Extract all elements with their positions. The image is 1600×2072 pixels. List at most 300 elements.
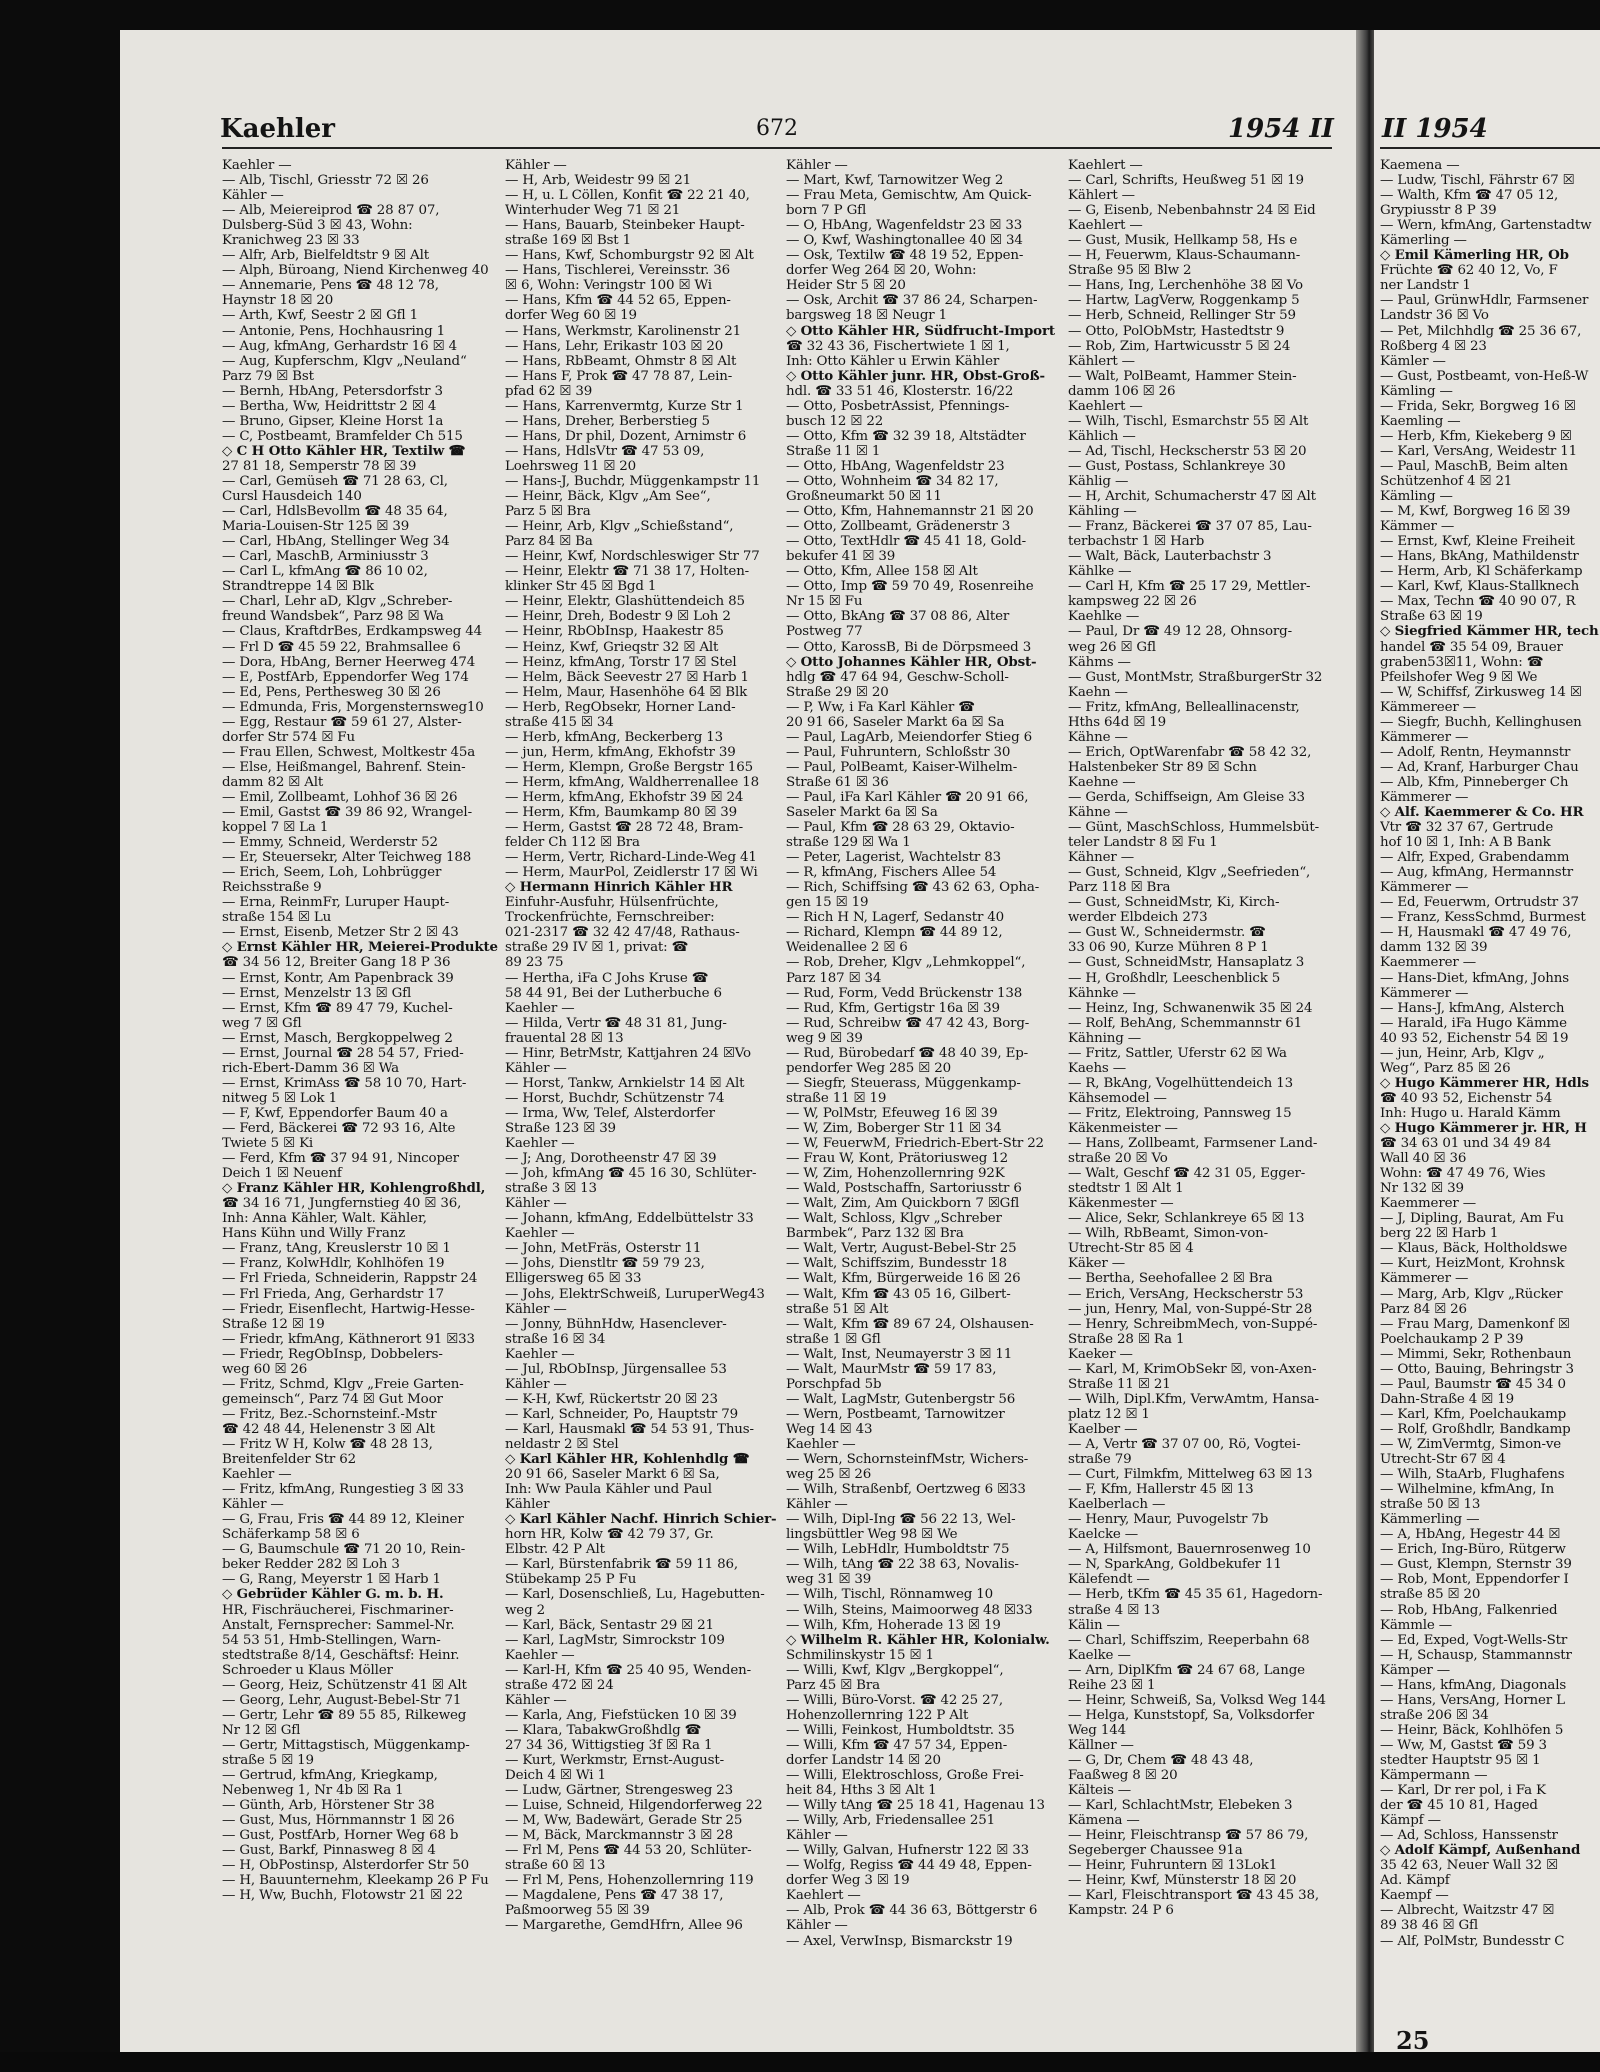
directory-entry: Straße 28 ☒ Ra 1: [1068, 1331, 1185, 1347]
running-head-year-left: 1954 II: [1228, 114, 1334, 144]
directory-entry: — Walt, Geschf ☎ 42 31 05, Egger-: [1068, 1166, 1306, 1182]
directory-entry: — Otto, BkAng ☎ 37 08 86, Alter: [786, 609, 1010, 625]
directory-entry: Kaehn —: [1068, 684, 1128, 700]
directory-entry: — Paul, Kfm ☎ 28 63 29, Oktavio-: [786, 820, 1015, 836]
directory-entry: Kaelber —: [1068, 1421, 1138, 1437]
directory-entry: — Gerda, Schiffseign, Am Gleise 33: [1068, 789, 1305, 805]
directory-entry: — Paul, Baumstr ☎ 45 34 0: [1380, 1376, 1566, 1392]
directory-entry: — Fritz W H, Kolw ☎ 48 28 13,: [222, 1436, 433, 1452]
directory-entry: — H, ObPostinsp, Alsterdorfer Str 50: [222, 1858, 469, 1874]
directory-entry: — Walt, Kfm, Bürgerweide 16 ☒ 26: [786, 1271, 1021, 1287]
directory-entry: — John, MetFräs, Osterstr 11: [505, 1241, 702, 1257]
directory-entry: Parz 84 ☒ 26: [1380, 1301, 1467, 1317]
directory-entry: — jun, Heinr, Arb, Klgv „: [1380, 1045, 1545, 1061]
directory-entry: — Max, Techn ☎ 40 90 07, R: [1380, 594, 1576, 610]
directory-entry: — Otto, Imp ☎ 59 70 49, Rosenreihe: [786, 579, 1034, 595]
directory-entry: — Alb, Kfm, Pinneberger Ch: [1380, 774, 1569, 790]
directory-entry: — H, Schausp, Stammannstr: [1380, 1647, 1572, 1663]
directory-entry: — Heinr, Bäck, Klgv „Am See“,: [505, 489, 711, 505]
directory-entry: — Harald, iFa Hugo Kämme: [1380, 1015, 1567, 1031]
directory-entry: — Aug, kfmAng, Gerhardstr 16 ☒ 4: [222, 338, 457, 354]
directory-entry: — Frl Frieda, Schneiderin, Rappstr 24: [222, 1271, 478, 1287]
directory-entry: Kaehler —: [505, 1136, 575, 1152]
directory-entry: — Helm, Bäck Seevestr 27 ☒ Harb 1: [505, 669, 749, 685]
directory-entry: — Wilh, Dipl-Ing ☎ 56 22 13, Wel-: [786, 1512, 1016, 1528]
directory-entry: ☎ 40 93 52, Eichenstr 54: [1380, 1090, 1553, 1106]
directory-entry: werder Elbdeich 273: [1068, 910, 1208, 926]
directory-entry: Kähms —: [1068, 654, 1131, 670]
directory-entry: — Rich, Schiffsing ☎ 43 62 63, Opha-: [786, 880, 1040, 896]
directory-entry: 58 44 91, Bei der Lutherbuche 6: [505, 985, 722, 1001]
directory-entry: Schützenhof 4 ☒ 21: [1380, 473, 1513, 489]
directory-entry: — Gust, SchneidMstr, Ki, Kirch-: [1068, 895, 1280, 911]
directory-entry: — M, Kwf, Borgweg 16 ☒ 39: [1380, 504, 1571, 520]
directory-entry: straße 50 ☒ 13: [1380, 1497, 1481, 1513]
directory-entry: — Otto, Kfm, Allee 158 ☒ Alt: [786, 564, 978, 580]
directory-entry: Kämmerer —: [1380, 729, 1469, 745]
directory-entry: weg 7 ☒ Gfl: [222, 1015, 302, 1031]
directory-entry: Kaelcke —: [1068, 1527, 1139, 1543]
directory-entry: frauental 28 ☒ 13: [505, 1030, 624, 1046]
directory-entry: Kaehler —: [505, 1000, 575, 1016]
directory-entry: dorfer Weg 264 ☒ 20, Wohn:: [786, 263, 977, 279]
directory-entry: — Frl M, Pens, Hohenzollernring 119: [505, 1873, 754, 1889]
directory-entry: ◇ Hugo Kämmerer HR, Hdls: [1380, 1075, 1589, 1091]
directory-entry: dorfer Weg 3 ☒ 19: [786, 1873, 910, 1889]
directory-entry: — Wern, Postbeamt, Tarnowitzer: [786, 1406, 1005, 1422]
directory-entry: Kämmerling —: [1380, 1512, 1480, 1528]
directory-entry: — Gertrud, kfmAng, Kriegkamp,: [222, 1768, 438, 1784]
directory-entry: — Paul, PolBeamt, Kaiser-Wilhelm-: [786, 759, 1018, 775]
directory-entry: ◇ Adolf Kämpf, Außenhand: [1380, 1843, 1581, 1859]
directory-entry: Kähling —: [1068, 504, 1137, 520]
directory-entry: Kählke —: [1068, 564, 1132, 580]
directory-entry: ◇ Ernst Kähler HR, Meierei-Produkte: [222, 940, 498, 956]
directory-entry: — Helm, Maur, Hasenhöhe 64 ☒ Blk: [505, 684, 748, 700]
directory-entry: 27 34 36, Wittigstieg 3f ☒ Ra 1: [505, 1737, 713, 1753]
directory-column-3: [786, 158, 1062, 2058]
directory-entry: — Willi, Elektroschloss, Große Frei-: [786, 1768, 1024, 1784]
directory-entry: Roßberg 4 ☒ 23: [1380, 338, 1487, 354]
directory-entry: Dulsberg-Süd 3 ☒ 43, Wohn:: [222, 218, 413, 234]
directory-entry: — M, Ww, Badewärt, Gerade Str 25: [505, 1813, 743, 1829]
directory-entry: damm 82 ☒ Alt: [222, 774, 324, 790]
directory-entry: — Otto, Kfm ☎ 32 39 18, Altstädter: [786, 428, 1026, 444]
directory-entry: — Peter, Lagerist, Wachtelstr 83: [786, 850, 1001, 866]
directory-entry: — Willy tAng ☎ 25 18 41, Hagenau 13: [786, 1798, 1045, 1814]
directory-entry: Käkenmeister —: [1068, 1121, 1178, 1136]
directory-entry: — Carl, MaschB, Arminiusstr 3: [222, 549, 429, 565]
directory-entry: beker Redder 282 ☒ Loh 3: [222, 1557, 400, 1573]
directory-entry: — Alb, Meiereiprod ☎ 28 87 07,: [222, 203, 440, 219]
directory-entry: — Karl, Dosenschließ, Lu, Hagebutten-: [505, 1587, 765, 1603]
directory-entry: — Hans, Werkmstr, Karolinenstr 21: [505, 323, 742, 339]
directory-entry: Kämmerer —: [1380, 880, 1469, 896]
directory-entry: — Mart, Kwf, Tarnowitzer Weg 2: [786, 173, 1004, 189]
directory-entry: Früchte ☎ 62 40 12, Vo, F: [1380, 263, 1558, 279]
directory-entry: — H, Bauunternehm, Kleekamp 26 P Fu: [222, 1873, 489, 1889]
directory-entry: — Herb, tKfm ☎ 45 35 61, Hagedorn-: [1068, 1587, 1323, 1603]
directory-entry: — A, HbAng, Hegestr 44 ☒: [1380, 1527, 1561, 1543]
directory-entry: Paßmoorweg 55 ☒ 39: [505, 1903, 650, 1919]
directory-entry: — Hans, Tischlerei, Vereinsstr. 36: [505, 263, 730, 279]
directory-entry: — Walt, Kfm ☎ 43 05 16, Gilbert-: [786, 1286, 1011, 1302]
directory-entry: Nr 12 ☒ Gfl: [222, 1722, 301, 1738]
directory-entry: born 7 P Gfl: [786, 203, 867, 219]
directory-entry: — Heinr, Fuhruntern ☒ 13Lok1: [1068, 1858, 1278, 1874]
directory-entry: — Frl Frieda, Ang, Gerhardstr 17: [222, 1286, 444, 1302]
directory-entry: weg 31 ☒ 39: [786, 1572, 872, 1588]
directory-entry: — Frau Marg, Damenkonf ☒: [1380, 1316, 1570, 1332]
directory-entry: Cursl Hausdeich 140: [222, 489, 362, 505]
directory-entry: Vtr ☎ 32 37 67, Gertrude: [1380, 820, 1554, 836]
directory-entry: ☎ 34 56 12, Breiter Gang 18 P 36: [222, 955, 451, 971]
directory-entry: Parz 45 ☒ Bra: [786, 1677, 880, 1693]
directory-entry: — Emil, Zollbeamt, Lohhof 36 ☒ 26: [222, 789, 458, 805]
directory-entry: — Hans, Kwf, Schomburgstr 92 ☒ Alt: [505, 248, 754, 264]
directory-column-5: [1380, 158, 1600, 2058]
directory-entry: weg 60 ☒ 26: [222, 1361, 308, 1377]
directory-entry: — Paul, MaschB, Beim alten: [1380, 458, 1568, 474]
directory-entry: ◇ Otto Johannes Kähler HR, Obst-: [786, 654, 1037, 670]
directory-entry: Reichsstraße 9: [222, 880, 322, 896]
directory-entry: — Heinz, kfmAng, Torstr 17 ☒ Stel: [505, 654, 737, 670]
directory-entry: Postweg 77: [786, 624, 863, 640]
directory-entry: — Wilh, StaArb, Flughafens: [1380, 1467, 1565, 1483]
directory-entry: — Alph, Büroang, Niend Kirchenweg 40: [222, 263, 489, 279]
directory-entry: — Ww, M, Gastst ☎ 59 3: [1380, 1737, 1547, 1753]
directory-entry: Schroeder u Klaus Möller: [222, 1662, 393, 1678]
directory-entry: — Karl, Bürstenfabrik ☎ 59 11 86,: [505, 1557, 738, 1573]
directory-entry: — Willi, Kwf, Klgv „Bergkoppel“,: [786, 1662, 1004, 1678]
directory-entry: Kaelke —: [1068, 1647, 1131, 1663]
directory-entry: — Erich, OptWarenfabr ☎ 58 42 32,: [1068, 744, 1312, 760]
directory-column-1: [222, 158, 498, 2058]
directory-entry: — Hans, Dr phil, Dozent, Arnimstr 6: [505, 428, 747, 444]
directory-entry: 89 23 75: [505, 955, 564, 971]
directory-entry: — G, Frau, Fris ☎ 44 89 12, Kleiner: [222, 1512, 464, 1528]
directory-entry: Kaehlert —: [786, 1888, 861, 1904]
directory-entry: Strandtreppe 14 ☒ Blk: [222, 579, 374, 595]
directory-entry: — Herm, Kfm, Baumkamp 80 ☒ 39: [505, 805, 738, 821]
directory-entry: — Siegfr, Buchh, Kellinghusen: [1380, 714, 1582, 730]
directory-entry: — Karl, SchlachtMstr, Elebeken 3: [1068, 1798, 1293, 1814]
directory-entry: — Johann, kfmAng, Eddelbüttelstr 33: [505, 1211, 754, 1227]
directory-entry: Kähne —: [1068, 805, 1128, 821]
directory-entry: — Otto, KarossB, Bi de Dörpsmeed 3: [786, 639, 1032, 655]
directory-entry: Inh: Hugo u. Harald Kämm: [1380, 1105, 1561, 1121]
directory-entry: straße 60 ☒ 13: [505, 1858, 606, 1874]
directory-entry: — Hertha, iFa C Johs Kruse ☎: [505, 970, 709, 986]
directory-entry: — Joh, kfmAng ☎ 45 16 30, Schlüter-: [505, 1166, 757, 1182]
directory-entry: ◇ Emil Kämerling HR, Ob: [1380, 248, 1569, 264]
directory-entry: ◇ Hugo Kämmerer jr. HR, H: [1380, 1121, 1587, 1136]
directory-entry: — Paul, iFa Karl Kähler ☎ 20 91 66,: [786, 789, 1029, 805]
directory-entry: — Hans, Kfm ☎ 44 52 65, Eppen-: [505, 293, 731, 309]
signature-number: 25: [1396, 2026, 1430, 2055]
directory-entry: — M, Bäck, Marckmannstr 3 ☒ 28: [505, 1828, 733, 1844]
directory-entry: Kähning —: [1068, 1030, 1142, 1046]
directory-entry: — Carl, HbAng, Stellinger Weg 34: [222, 534, 450, 550]
directory-entry: straße 20 ☒ Vo: [1068, 1151, 1168, 1167]
directory-entry: — J; Ang, Dorotheenstr 47 ☒ 39: [505, 1151, 717, 1167]
directory-entry: — Bertha, Seehofallee 2 ☒ Bra: [1068, 1271, 1273, 1287]
directory-entry: — Wilh, Tischl, Rönnamweg 10: [786, 1587, 994, 1603]
directory-entry: — Heinr, Schweiß, Sa, Volksd Weg 144: [1068, 1692, 1326, 1708]
directory-entry: Deich 1 ☒ Neuenf: [222, 1166, 342, 1182]
directory-entry: — Ernst, Eisenb, Metzer Str 2 ☒ 43: [222, 925, 459, 941]
directory-entry: — Walt, Kfm ☎ 89 67 24, Olshausen-: [786, 1316, 1034, 1332]
directory-entry: freund Wandsbek“, Parz 98 ☒ Wa: [222, 609, 444, 625]
directory-entry: ◇ Alf. Kaemmerer & Co. HR: [1380, 805, 1584, 821]
directory-entry: Hans Kühn und Willy Franz: [222, 1226, 406, 1242]
directory-entry: — Carl, Gemüseh ☎ 71 28 63, Cl,: [222, 473, 448, 489]
directory-entry: straße 129 ☒ Wa 1: [786, 835, 911, 851]
directory-entry: — Klara, TabakwGroßhdlg ☎: [505, 1722, 702, 1738]
running-head-year-right: II 1954: [1382, 114, 1488, 144]
directory-entry: — G, Eisenb, Nebenbahnstr 24 ☒ Eid: [1068, 203, 1316, 219]
directory-entry: Kaehlert —: [1068, 158, 1143, 173]
directory-entry: — Kurt, HeizMont, Krohnsk: [1380, 1256, 1565, 1272]
directory-entry: — Hans-Diet, kfmAng, Johns: [1380, 970, 1569, 986]
directory-entry: Kampstr. 24 P 6: [1068, 1903, 1174, 1919]
directory-entry: — Irma, Ww, Telef, Alsterdorfer: [505, 1105, 715, 1121]
directory-entry: Stübekamp 25 P Fu: [505, 1572, 637, 1588]
directory-entry: Hths 64d ☒ 19: [1068, 714, 1167, 730]
directory-entry: Straße 63 ☒ 19: [1380, 609, 1483, 625]
directory-entry: straße 79: [1068, 1452, 1132, 1468]
directory-entry: — Johs, Dienstltr ☎ 59 79 23,: [505, 1256, 705, 1272]
directory-entry: — Gust, Klempn, Sternstr 39: [1380, 1557, 1572, 1573]
directory-entry: — Paul, LagArb, Meiendorfer Stieg 6: [786, 729, 1032, 745]
directory-entry: Landstr 36 ☒ Vo: [1380, 308, 1489, 324]
directory-entry: — Hans-J, kfmAng, Alsterch: [1380, 1000, 1565, 1016]
directory-entry: — G, Dr, Chem ☎ 48 43 48,: [1068, 1752, 1254, 1768]
directory-entry: Kählig —: [1068, 473, 1129, 489]
directory-entry: — Hans, Ing, Lerchenhöhe 38 ☒ Vo: [1068, 278, 1303, 294]
directory-entry: — Ed, Exped, Vogt-Wells-Str: [1380, 1632, 1568, 1648]
directory-entry: Weg 14 ☒ 43: [786, 1421, 873, 1437]
directory-entry: bargsweg 18 ☒ Neugr 1: [786, 308, 948, 324]
directory-entry: — Bruno, Gipser, Kleine Horst 1a: [222, 413, 444, 429]
directory-entry: ◇ Gebrüder Kähler G. m. b. H.: [222, 1587, 444, 1603]
directory-entry: Parz 187 ☒ 34: [786, 970, 882, 986]
directory-entry: — Rob, Dreher, Klgv „Lehmkoppel“,: [786, 955, 1026, 971]
directory-entry: — W, ZimVermtg, Simon-ve: [1380, 1436, 1562, 1452]
directory-entry: — O, HbAng, Wagenfeldstr 23 ☒ 33: [786, 218, 1023, 234]
directory-entry: — Henry, Maur, Puvogelstr 7b: [1068, 1512, 1269, 1528]
directory-entry: — Wilh, tAng ☎ 22 38 63, Novalis-: [786, 1557, 1019, 1573]
directory-entry: — Hans-J, Buchdr, Müggenkampstr 11: [505, 473, 761, 489]
directory-entry: — Hans, Bauarb, Steinbeker Haupt-: [505, 218, 745, 234]
directory-entry: Kaehler —: [505, 1226, 575, 1242]
directory-entry: Segeberger Chaussee 91a: [1068, 1843, 1243, 1859]
directory-entry: Parz 5 ☒ Bra: [505, 504, 591, 520]
directory-entry: ☎ 42 48 44, Helenenstr 3 ☒ Alt: [222, 1421, 435, 1437]
directory-entry: — Friedr, kfmAng, Käthnerort 91 ☒33: [222, 1331, 475, 1347]
directory-entry: der ☎ 45 10 81, Haged: [1380, 1798, 1538, 1814]
directory-entry: — W, FeuerwM, Friedrich-Ebert-Str 22: [786, 1136, 1044, 1152]
directory-entry: ☎ 32 43 36, Fischertwiete 1 ☒ 1,: [786, 338, 1010, 354]
directory-entry: — Carl H, Kfm ☎ 25 17 29, Mettler-: [1068, 579, 1311, 595]
directory-entry: — Otto, Bauing, Behringstr 3: [1380, 1361, 1574, 1377]
directory-entry: — Wilh, Straßenbf, Oertzweg 6 ☒33: [786, 1482, 1026, 1498]
directory-entry: Saseler Markt 6a ☒ Sa: [786, 805, 938, 821]
directory-entry: — Fritz, Schmd, Klgv „Freie Garten-: [222, 1376, 464, 1392]
directory-entry: — Antonie, Pens, Hochhausring 1: [222, 323, 446, 339]
directory-entry: — Georg, Heiz, Schützenstr 41 ☒ Alt: [222, 1677, 467, 1693]
directory-entry: — Aug, kfmAng, Hermannstr: [1380, 865, 1574, 881]
directory-entry: — Heinr, Kwf, Nordschleswiger Str 77: [505, 549, 760, 565]
directory-entry: damm 106 ☒ 26: [1068, 383, 1176, 399]
directory-entry: — Wolfg, Regiss ☎ 44 49 48, Eppen-: [786, 1858, 1032, 1874]
directory-entry: Dahn-Straße 4 ☒ 19: [1380, 1391, 1514, 1407]
directory-entry: — Ed, Feuerwm, Ortrudstr 37: [1380, 895, 1579, 911]
directory-entry: Parz 79 ☒ Bst: [222, 368, 314, 384]
directory-entry: — Ernst, KrimAss ☎ 58 10 70, Hart-: [222, 1075, 467, 1091]
directory-entry: — Emil, Gastst ☎ 39 86 92, Wrangel-: [222, 805, 472, 821]
directory-entry: — Herm, kfmAng, Ekhofstr 39 ☒ 24: [505, 789, 744, 805]
directory-entry: kampsweg 22 ☒ 26: [1068, 594, 1197, 610]
directory-entry: HR, Fischräucherei, Fischmariner-: [222, 1602, 454, 1618]
directory-entry: — Adolf, Rentn, Heymannstr: [1380, 744, 1571, 760]
directory-entry: 20 91 66, Saseler Markt 6a ☒ Sa: [786, 714, 1005, 730]
directory-entry: — Wilh, Kfm, Hoherade 13 ☒ 19: [786, 1617, 1001, 1633]
directory-entry: Kälteis —: [1068, 1783, 1132, 1799]
directory-entry: — Otto, TextHdlr ☎ 45 41 18, Gold-: [786, 534, 1027, 550]
directory-entry: — C, Postbeamt, Bramfelder Ch 515: [222, 428, 463, 444]
directory-entry: — Fritz, kfmAng, Rungestieg 3 ☒ 33: [222, 1482, 464, 1498]
directory-entry: — Fritz, kfmAng, Belleallinacenstr,: [1068, 699, 1300, 715]
directory-entry: — Herb, Kfm, Kiekeberg 9 ☒: [1380, 428, 1572, 444]
directory-entry: 40 93 52, Eichenstr 54 ☒ 19: [1380, 1030, 1569, 1046]
directory-entry: — Kurt, Werkmstr, Ernst-August-: [505, 1752, 724, 1768]
directory-entry: — Otto, Kfm, Hahnemannstr 21 ☒ 20: [786, 504, 1034, 520]
directory-entry: — Carl L, kfmAng ☎ 86 10 02,: [222, 564, 428, 580]
directory-entry: berg 22 ☒ Harb 1: [1380, 1226, 1499, 1242]
directory-entry: Heider Str 5 ☒ 20: [786, 278, 906, 294]
directory-entry: neldastr 2 ☒ Stel: [505, 1436, 619, 1452]
directory-entry: nitweg 5 ☒ Lok 1: [222, 1090, 337, 1106]
directory-entry: 33 06 90, Kurze Mühren 8 P 1: [1068, 940, 1269, 956]
directory-entry: — Horst, Tankw, Arnkielstr 14 ☒ Alt: [505, 1075, 745, 1091]
directory-entry: rich-Ebert-Damm 36 ☒ Wa: [222, 1060, 399, 1076]
directory-entry: — Otto, HbAng, Wagenfeldstr 23: [786, 458, 1005, 474]
directory-entry: 54 53 51, Hmb-Stellingen, Warn-: [222, 1632, 441, 1648]
directory-entry: — Karla, Ang, Fiefstücken 10 ☒ 39: [505, 1707, 737, 1723]
directory-entry: Kämmerer —: [1380, 789, 1469, 805]
directory-entry: — Karl, Kfm, Poelchaukamp: [1380, 1406, 1567, 1422]
directory-entry: — Karl, VersAng, Weidestr 11: [1380, 443, 1577, 459]
directory-entry: Kaeker —: [1068, 1346, 1133, 1362]
directory-entry: — H, Arb, Weidestr 99 ☒ 21: [505, 173, 691, 189]
directory-entry: — Ernst, Journal ☎ 28 54 57, Fried-: [222, 1045, 464, 1061]
directory-entry: Kämmerer —: [1380, 985, 1469, 1001]
directory-entry: Kaehler —: [222, 158, 292, 173]
directory-entry: Kähler —: [222, 188, 284, 204]
directory-entry: Parz 84 ☒ Ba: [505, 534, 593, 550]
directory-entry: ner Landstr 1: [1380, 278, 1471, 294]
directory-entry: Kaempf —: [1380, 1888, 1449, 1904]
directory-entry: — Charl, Lehr aD, Klgv „Schreber-: [222, 594, 453, 610]
directory-entry: — Hans, BkAng, Mathildenstr: [1380, 549, 1579, 565]
directory-entry: ◇ Siegfried Kämmer HR, tech: [1380, 624, 1599, 640]
directory-entry: — W, Schiffsf, Zirkusweg 14 ☒: [1380, 684, 1582, 700]
directory-entry: gemeinsch“, Parz 74 ☒ Gut Moor: [222, 1391, 443, 1407]
directory-entry: — Herm, Klempn, Große Bergstr 165: [505, 759, 754, 775]
directory-entry: — Karl-H, Kfm ☎ 25 40 95, Wenden-: [505, 1662, 751, 1678]
directory-entry: platz 12 ☒ 1: [1068, 1406, 1150, 1422]
directory-entry: hdl. ☎ 33 51 46, Klosterstr. 16/22: [786, 383, 1014, 399]
header-rule-right: [1380, 147, 1600, 149]
directory-entry: Hohenzollernring 122 P Alt: [786, 1707, 969, 1723]
directory-entry: — Hilda, Vertr ☎ 48 31 81, Jung-: [505, 1015, 727, 1031]
directory-entry: straße 206 ☒ 34: [1380, 1707, 1489, 1723]
directory-entry: — Wald, Postschaffn, Sartoriusstr 6: [786, 1181, 1022, 1197]
directory-entry: — Fritz, Sattler, Uferstr 62 ☒ Wa: [1068, 1045, 1287, 1061]
directory-entry: — Rud, Bürobedarf ☎ 48 40 39, Ep-: [786, 1045, 1029, 1061]
directory-entry: 35 42 63, Neuer Wall 32 ☒: [1380, 1858, 1558, 1874]
directory-entry: straße 1 ☒ Gfl: [786, 1331, 881, 1347]
directory-entry: — Karl, Kwf, Klaus-Stallknech: [1380, 579, 1580, 595]
directory-entry: — Claus, KraftdrBes, Erdkampsweg 44: [222, 624, 483, 640]
directory-entry: koppel 7 ☒ La 1: [222, 820, 329, 836]
directory-entry: — Friedr, RegObInsp, Dobbelers-: [222, 1346, 443, 1362]
directory-entry: Elbstr. 42 P Alt: [505, 1542, 605, 1558]
directory-entry: — Hinr, BetrMstr, Kattjahren 24 ☒Vo: [505, 1045, 751, 1061]
directory-entry: — Else, Heißmangel, Bahrenf. Stein-: [222, 759, 466, 775]
directory-entry: — Heinr, Kwf, Münsterstr 18 ☒ 20: [1068, 1873, 1297, 1889]
directory-entry: Nr 132 ☒ 39: [1380, 1181, 1464, 1197]
directory-entry: Kaemmerer —: [1380, 955, 1476, 971]
directory-entry: Inh: Otto Kähler u Erwin Kähler: [786, 353, 1000, 369]
directory-entry: — Alfr, Arb, Bielfeldtstr 9 ☒ Alt: [222, 248, 429, 264]
directory-entry: — Walt, Schloss, Klgv „Schreber: [786, 1211, 1002, 1227]
directory-entry: — Aug, Kupferschm, Klgv „Neuland“: [222, 353, 467, 369]
directory-entry: — H, u. L Cöllen, Konfit ☎ 22 21 40,: [505, 188, 750, 204]
directory-entry: — Rob, Mont, Eppendorfer I: [1380, 1572, 1569, 1588]
directory-entry: — P, Ww, i Fa Karl Kähler ☎: [786, 699, 975, 715]
directory-entry: — Otto, Zollbeamt, Grädenerstr 3: [786, 519, 1011, 535]
directory-entry: — Ernst, Kfm ☎ 89 47 79, Kuchel-: [222, 1000, 453, 1016]
directory-entry: — Bertha, Ww, Heidrittstr 2 ☒ 4: [222, 398, 437, 414]
directory-entry: — Margarethe, GemdHfrn, Allee 96: [505, 1918, 743, 1934]
directory-entry: — Osk, Archit ☎ 37 86 24, Scharpen-: [786, 293, 1038, 309]
directory-entry: teler Landstr 8 ☒ Fu 1: [1068, 835, 1218, 851]
directory-entry: — Er, Steuersekr, Alter Teichweg 188: [222, 850, 472, 866]
directory-entry: stedter Hauptstr 95 ☒ 1: [1380, 1752, 1541, 1768]
directory-entry: — Magdalene, Pens ☎ 47 38 17,: [505, 1888, 724, 1904]
directory-entry: Haynstr 18 ☒ 20: [222, 293, 334, 309]
directory-entry: — Axel, VerwInsp, Bismarckstr 19: [786, 1933, 1013, 1949]
directory-entry: — G, Rang, Meyerstr 1 ☒ Harb 1: [222, 1572, 441, 1588]
directory-entry: Kaehler —: [222, 1467, 292, 1483]
directory-entry: — Hans, Dreher, Berberstieg 5: [505, 413, 710, 429]
directory-entry: — Karl, M, KrimObSekr ☒, von-Axen-: [1068, 1361, 1317, 1377]
directory-entry: — Heinr, Fleischtransp ☎ 57 86 79,: [1068, 1828, 1309, 1844]
directory-entry: — Frl M, Pens ☎ 44 53 20, Schlüter-: [505, 1843, 752, 1859]
directory-entry: Kaehlert —: [1068, 398, 1143, 414]
directory-entry: — Wilh, Tischl, Esmarchstr 55 ☒ Alt: [1068, 413, 1309, 429]
directory-entry: — Hartw, LagVerw, Roggenkamp 5: [1068, 293, 1300, 309]
directory-entry: Kämpermann —: [1380, 1768, 1488, 1784]
directory-entry: terbachstr 1 ☒ Harb: [1068, 534, 1205, 550]
directory-entry: Kähler —: [505, 1301, 567, 1317]
directory-entry: — A, Vertr ☎ 37 07 00, Rö, Vogtei-: [1068, 1436, 1301, 1452]
directory-entry: Faaßweg 8 ☒ 20: [1068, 1768, 1178, 1784]
directory-entry: — Helga, Kunststopf, Sa, Volksdorfer: [1068, 1707, 1315, 1723]
directory-entry: — R, kfmAng, Fischers Allee 54: [786, 865, 997, 881]
